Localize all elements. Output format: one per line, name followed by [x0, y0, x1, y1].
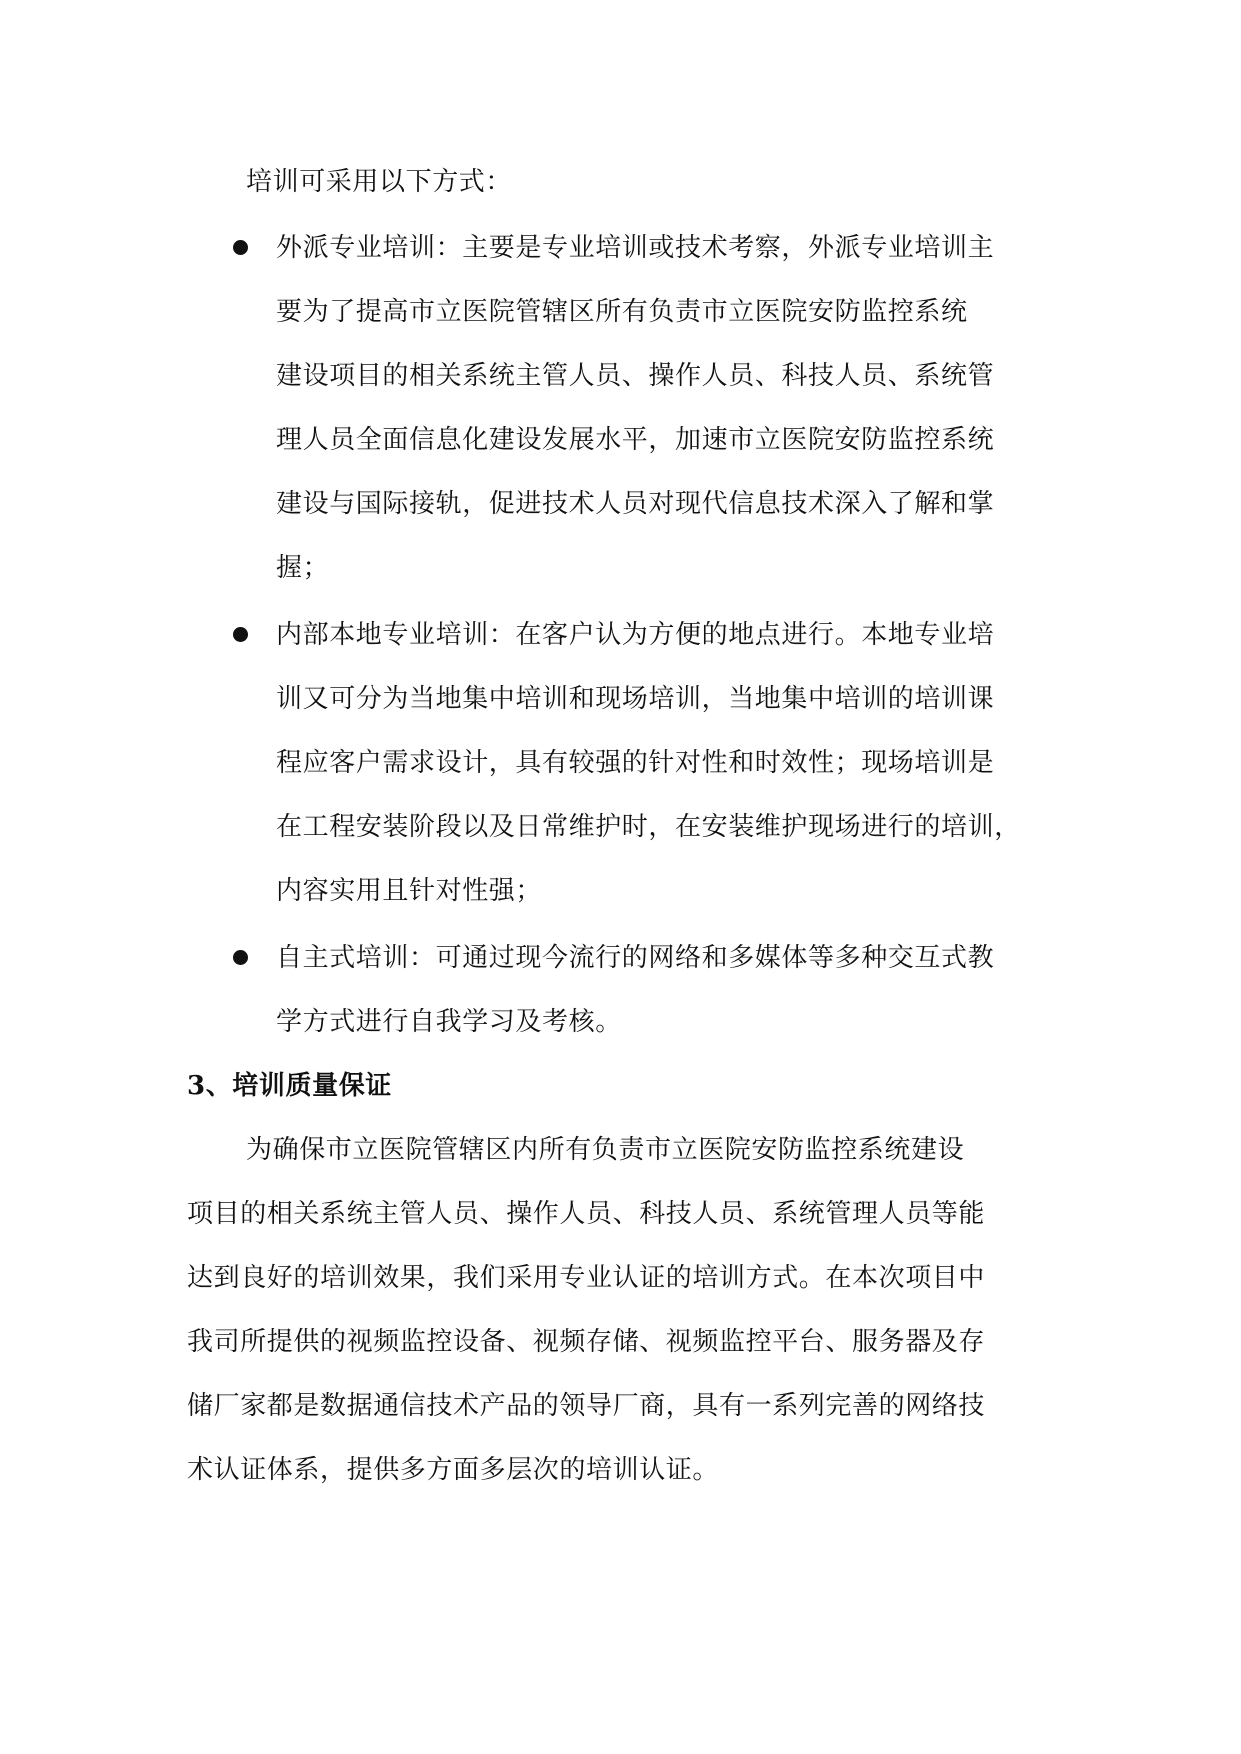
bullet-3-line-1: 自主式培训：可通过现今流行的网络和多媒体等多种交互式教 — [276, 943, 995, 973]
bullet-dot — [233, 240, 248, 255]
paragraph-line-2: 项目的相关系统主管人员、操作人员、科技人员、系统管理人员等能 — [187, 1199, 986, 1229]
bullet-2-line-5: 内容实用且针对性强； — [276, 876, 543, 906]
bullet-1-line-5: 建设与国际接轨，促进技术人员对现代信息技术深入了解和掌 — [276, 489, 995, 519]
paragraph-line-4: 我司所提供的视频监控设备、视频存储、视频监控平台、服务器及存 — [187, 1327, 986, 1357]
paragraph-line-3: 达到良好的培训效果，我们采用专业认证的培训方式。在本次项目中 — [187, 1263, 986, 1293]
bullet-dot — [233, 950, 248, 965]
bullet-dot — [233, 627, 248, 642]
bullet-1-line-4: 理人员全面信息化建设发展水平，加速市立医院安防监控系统 — [276, 425, 995, 455]
bullet-1-line-6: 握； — [276, 553, 330, 583]
bullet-1-line-3: 建设项目的相关系统主管人员、操作人员、科技人员、系统管 — [276, 361, 995, 391]
bullet-1-line-1: 外派专业培训：主要是专业培训或技术考察，外派专业培训主 — [276, 233, 995, 263]
bullet-2-line-1: 内部本地专业培训：在客户认为方便的地点进行。本地专业培 — [276, 620, 995, 650]
paragraph-line-6: 术认证体系，提供多方面多层次的培训认证。 — [187, 1455, 720, 1485]
bullet-2-line-3: 程应客户需求设计，具有较强的针对性和时效性；现场培训是 — [276, 748, 995, 778]
bullet-1-line-2: 要为了提高市立医院管辖区所有负责市立医院安防监控系统 — [276, 297, 968, 327]
paragraph-line-1: 为确保市立医院管辖区内所有负责市立医院安防监控系统建设 — [246, 1135, 965, 1165]
bullet-2-line-4: 在工程安装阶段以及日常维护时，在安装维护现场进行的培训， — [276, 812, 1021, 842]
bullet-2-line-2: 训又可分为当地集中培训和现场培训，当地集中培训的培训课 — [276, 684, 995, 714]
paragraph-line-5: 储厂家都是数据通信技术产品的领导厂商，具有一系列完善的网络技 — [187, 1391, 986, 1421]
bullet-3-line-2: 学方式进行自我学习及考核。 — [276, 1007, 622, 1037]
intro-text: 培训可采用以下方式： — [246, 167, 513, 197]
section-heading: 3、培训质量保证 — [187, 1071, 392, 1101]
